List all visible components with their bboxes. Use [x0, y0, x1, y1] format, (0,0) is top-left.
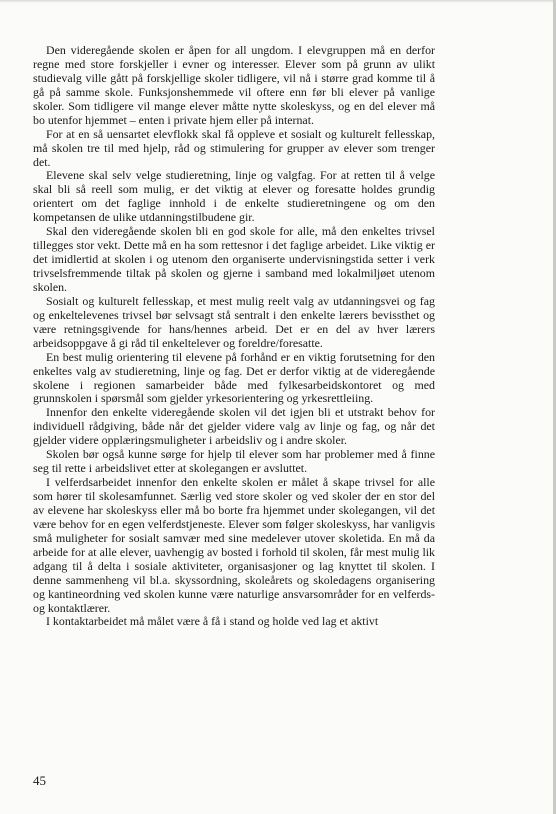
paragraph: Skolen bør også kunne sørge for hjelp til elever som har problemer med å finne seg til rette i arbeidslivet etter at skolegangen er avsluttet.: [33, 447, 435, 476]
body-text: [33, 44, 435, 629]
paragraph: I velferdsarbeidet innenfor den enkelte skolen er målet å skape trivsel for alle som hører til skolesamfunnet. Særlig ved store skoler og ved skoler der en stor del av elevene har skoleskyss eller må bo borte fra hjemmet under skolegangen, vil det være behov for en egen velferdstjeneste. Elever som følger skoleskyss, har vanligvis små muligheter for sosialt samvær med sine medelever utover skoletida. En må da arbeide for at alle elever, uavhengig av bosted i forhold til skolen, får mest mulig lik adgang til å delta i sosiale aktiviteter, organisasjoner og lag knyttet til skolen. I denne sammenheng vil bl.a. skyssordning, skoleårets og skoledagens organisering og kantineordning ved skolen kunne være naturlige ansvarsområder for en velferds- og kontaktlærer.: [33, 475, 435, 615]
paragraph: Skal den videregående skolen bli en god skole for alle, må den enkeltes trivsel tillegges stor vekt. Dette må en ha som rettesnor i det faglige arbeidet. Like viktig er det imidlertid at skolen i og utenom den organiserte undervisningstida setter i verk trivselsfremmende tiltak på skolen og gjerne i samband med lokalmiljøet utenom skolen.: [33, 224, 435, 294]
paragraph: For at en så uensartet elevflokk skal få oppleve et sosialt og kulturelt fellesskap, må skolen tre til med hjelp, råd og stimulering for grupper av elever som trenger det.: [33, 126, 435, 169]
paragraph: Sosialt og kulturelt fellesskap, et mest mulig reelt valg av utdanningsvei og fag og enkeltelevenes trivsel bør selvsagt stå sentralt i den enkelte lærers bevissthet og være retningsgivende for hans/hennes arbeid. Det er en del av hver lærers arbeidsoppgave å gi råd til enkeltelever og foreldre/foresatte.: [33, 293, 435, 350]
paragraph: En best mulig orientering til elevene på forhånd er en viktig forutsetning for den enkeltes valg av studieretning, linje og fag. Det er derfor viktig at de videregående skolene i regionen samarbeider både med fylkesarbeidskontoret og med grunnskolen i spørsmål som gjelder yrkesorientering og yrkesrettleiing.: [33, 349, 435, 406]
paragraph: Innenfor den enkelte videregående skolen vil det igjen bli et utstrakt behov for individuell rådgiving, både når det gjelder videre valg av linje og fag, og når det gjelder videre opplæringsmuligheter i arbeidsliv og i andre skoler.: [33, 405, 435, 448]
page-number: 45: [33, 773, 46, 788]
page-top-edge: [0, 0, 556, 3]
paragraph: Den videregående skolen er åpen for all ungdom. I elevgruppen må en derfor regne med store forskjeller i evner og interesser. Elever som på grunn av ulikt studievalg ville gått på forskjellige skoler tidligere, vil nå i større grad komme til å gå på samme skole. Funksjonshemmede vil oftere enn før bli elever på vanlige skoler. Som tidligere vil mange elever måtte nytte skoleskyss, og en del elever må bo utenfor hjemmet – enten i private hjem eller på internat.: [33, 43, 435, 127]
paragraph: Elevene skal selv velge studieretning, linje og valgfag. For at retten til å velge skal bli så reell som mulig, er det viktig at elever og foresatte holdes grundig orientert om det faglige innhold i de enkelte studieretningene og om den kompetansen de ulike utdanningstilbudene gir.: [33, 168, 435, 225]
paragraph: I kontaktarbeidet må målet være å få i stand og holde ved lag et aktivt: [46, 614, 379, 629]
